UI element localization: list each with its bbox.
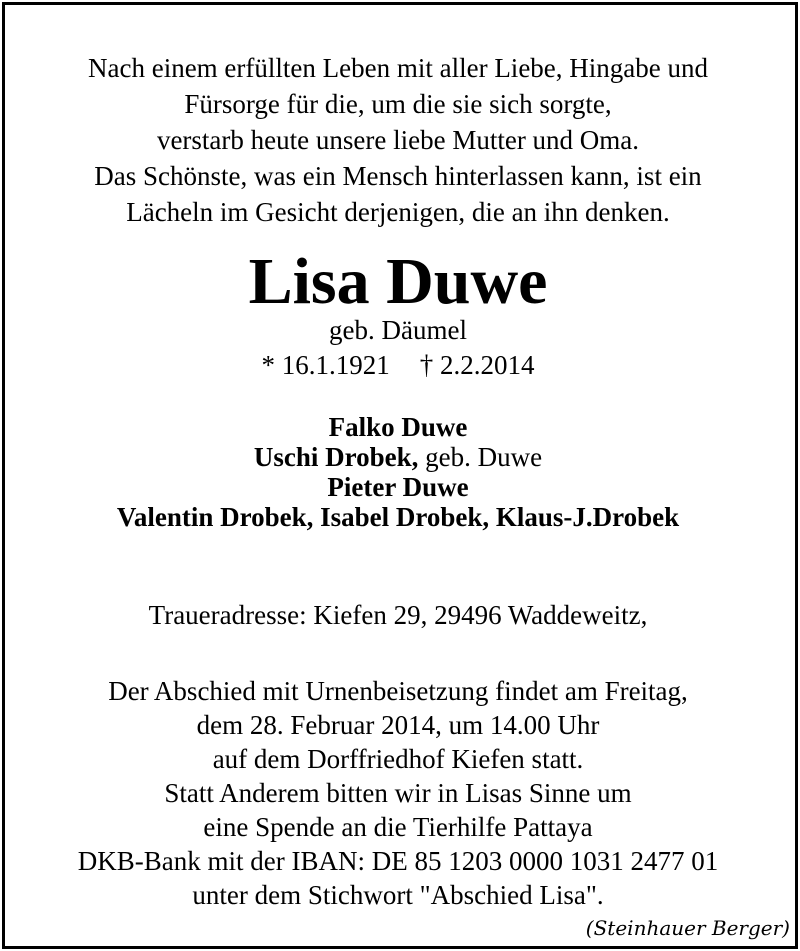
intro-line: Lächeln im Gesicht derjenigen, die an ihn denken.: [126, 197, 670, 227]
deceased-name: Lisa Duwe: [248, 245, 548, 318]
mourner: [0, 442, 796, 472]
mourning-address: Traueradresse: Kiefen 29, 29496 Waddeweitz,: [148, 600, 648, 630]
funeral-details: [0, 674, 796, 912]
mourners-list: [0, 412, 796, 532]
mourner: Valentin Drobek, Isabel Drobek, Klaus-J.Drobek: [116, 502, 680, 532]
life-dates: [0, 347, 796, 383]
mourner: Falko Duwe: [328, 412, 468, 442]
funeral-line: Statt Anderem bitten wir in Lisas Sinne um: [164, 778, 632, 808]
birth-name: geb. Däumel: [329, 315, 467, 345]
funeral-line: Der Abschied mit Urnenbeisetzung findet am Freitag,: [108, 676, 688, 706]
death-date: † 2.2.2014: [419, 350, 535, 380]
intro-verse: [0, 50, 796, 230]
funeral-line: auf dem Dorffriedhof Kiefen statt.: [212, 744, 584, 774]
intro-line: Das Schönste, was ein Mensch hinterlassen kann, ist ein: [94, 161, 702, 191]
intro-line: Fürsorge für die, um die sie sich sorgte,: [184, 89, 612, 119]
mourner: Pieter Duwe: [327, 472, 469, 502]
funeral-line: DKB-Bank mit der IBAN: DE 85 1203 0000 1031 2477 01: [77, 846, 719, 876]
mourner-name: Uschi Drobek,: [253, 442, 419, 472]
intro-line: Nach einem erfüllten Leben mit aller Liebe, Hingabe und: [88, 53, 708, 83]
funeral-line: unter dem Stichwort "Abschied Lisa".: [192, 880, 604, 910]
birth-date: * 16.1.1921: [261, 350, 390, 380]
funeral-line: dem 28. Februar 2014, um 14.00 Uhr: [196, 710, 600, 740]
intro-line: verstarb heute unsere liebe Mutter und Oma.: [156, 125, 640, 155]
stonemason-signature: (Steinhauer Berger): [585, 916, 790, 940]
mourner-birth-name: geb. Duwe: [418, 442, 543, 472]
funeral-line: eine Spende an die Tierhilfe Pattaya: [203, 812, 593, 842]
